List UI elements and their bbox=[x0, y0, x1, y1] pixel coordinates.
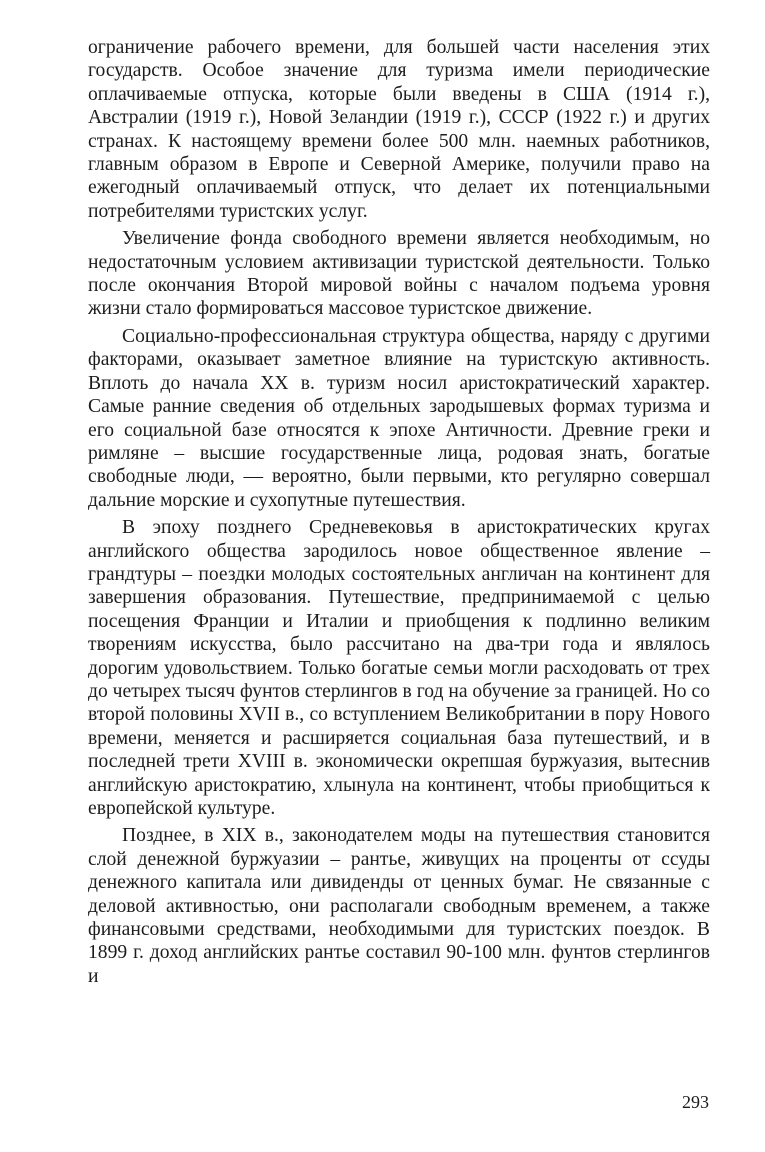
paragraph-3: Социально-профессиональная структура общества, наряду с другими факторами, оказывает заметное влияние на туристскую активность. Вплоть до начала XX в. туризм носил аристократический характер. Самые ранние сведения об отдельных зародышевых формах туризма и его социальной базе относятся к эпохе Античности. Древние греки и римляне – высшие государственные лица, родовая знать, богатые свободные люди, — вероятно, были первыми, кто регулярно совершал дальние морские и сухопутные путешествия. bbox=[88, 325, 710, 511]
paragraph-1: ограничение рабочего времени, для большей части населения этих государств. Особое значение для туризма имели периодические оплачиваемые отпуска, которые были введены в США (1914 г.), Австралии (1919 г.), Новой Зеландии (1919 г.), СССР (1922 г.) и других странах. К настоящему времени более 500 млн. наемных работников, главным образом в Европе и Северной Америке, получили право на ежегодный оплачиваемый отпуск, что делает их потенциальными потребителями туристских услуг. bbox=[88, 37, 710, 222]
paragraph-4: В эпоху позднего Средневековья в аристократических кругах английского общества зародилось новое общественное явление – грандтуры – поездки молодых состоятельных англичан на континент для завершения образования. Путешествие, предпринимаемой с целью посещения Франции и Италии и приобщения к подлинно великим творениям искусства, было рассчитано на два-три года и являлось дорогим удовольствием. Только богатые семьи могли расходовать от трех до четырех тысяч фунтов стерлингов в год на обучение за границей. Но со второй половины XVII в., со вступлением Великобритании в пору Нового времени, меняется и расширяется социальная база путешествий, и в последней трети XVIII в. экономически окрепшая буржуазия, вытеснив английскую аристократию, хлынула на континент, чтобы приобщиться к европейской культуре. bbox=[88, 517, 710, 819]
page-number: 293 bbox=[682, 1092, 709, 1112]
paragraph-2: Увеличение фонда свободного времени является необходимым, но недостаточным условием активизации туристской деятельности. Только после окончания Второй мировой войны с началом подъема уровня жизни стало формироваться массовое туристское движение. bbox=[88, 228, 710, 320]
page-body bbox=[88, 36, 710, 992]
paragraph-5: Позднее, в XIX в., законодателем моды на путешествия становится слой денежной буржуазии – рантье, живущих на проценты от ссуды денежного капитала или дивиденды от ценных бумаг. Не связанные с деловой активностью, они располагали свободным временем, а также финансовыми средствами, необходимыми для туристских поездок. В 1899 г. доход английских рантье составил 90-100 млн. фунтов стерлингов и bbox=[88, 825, 710, 987]
